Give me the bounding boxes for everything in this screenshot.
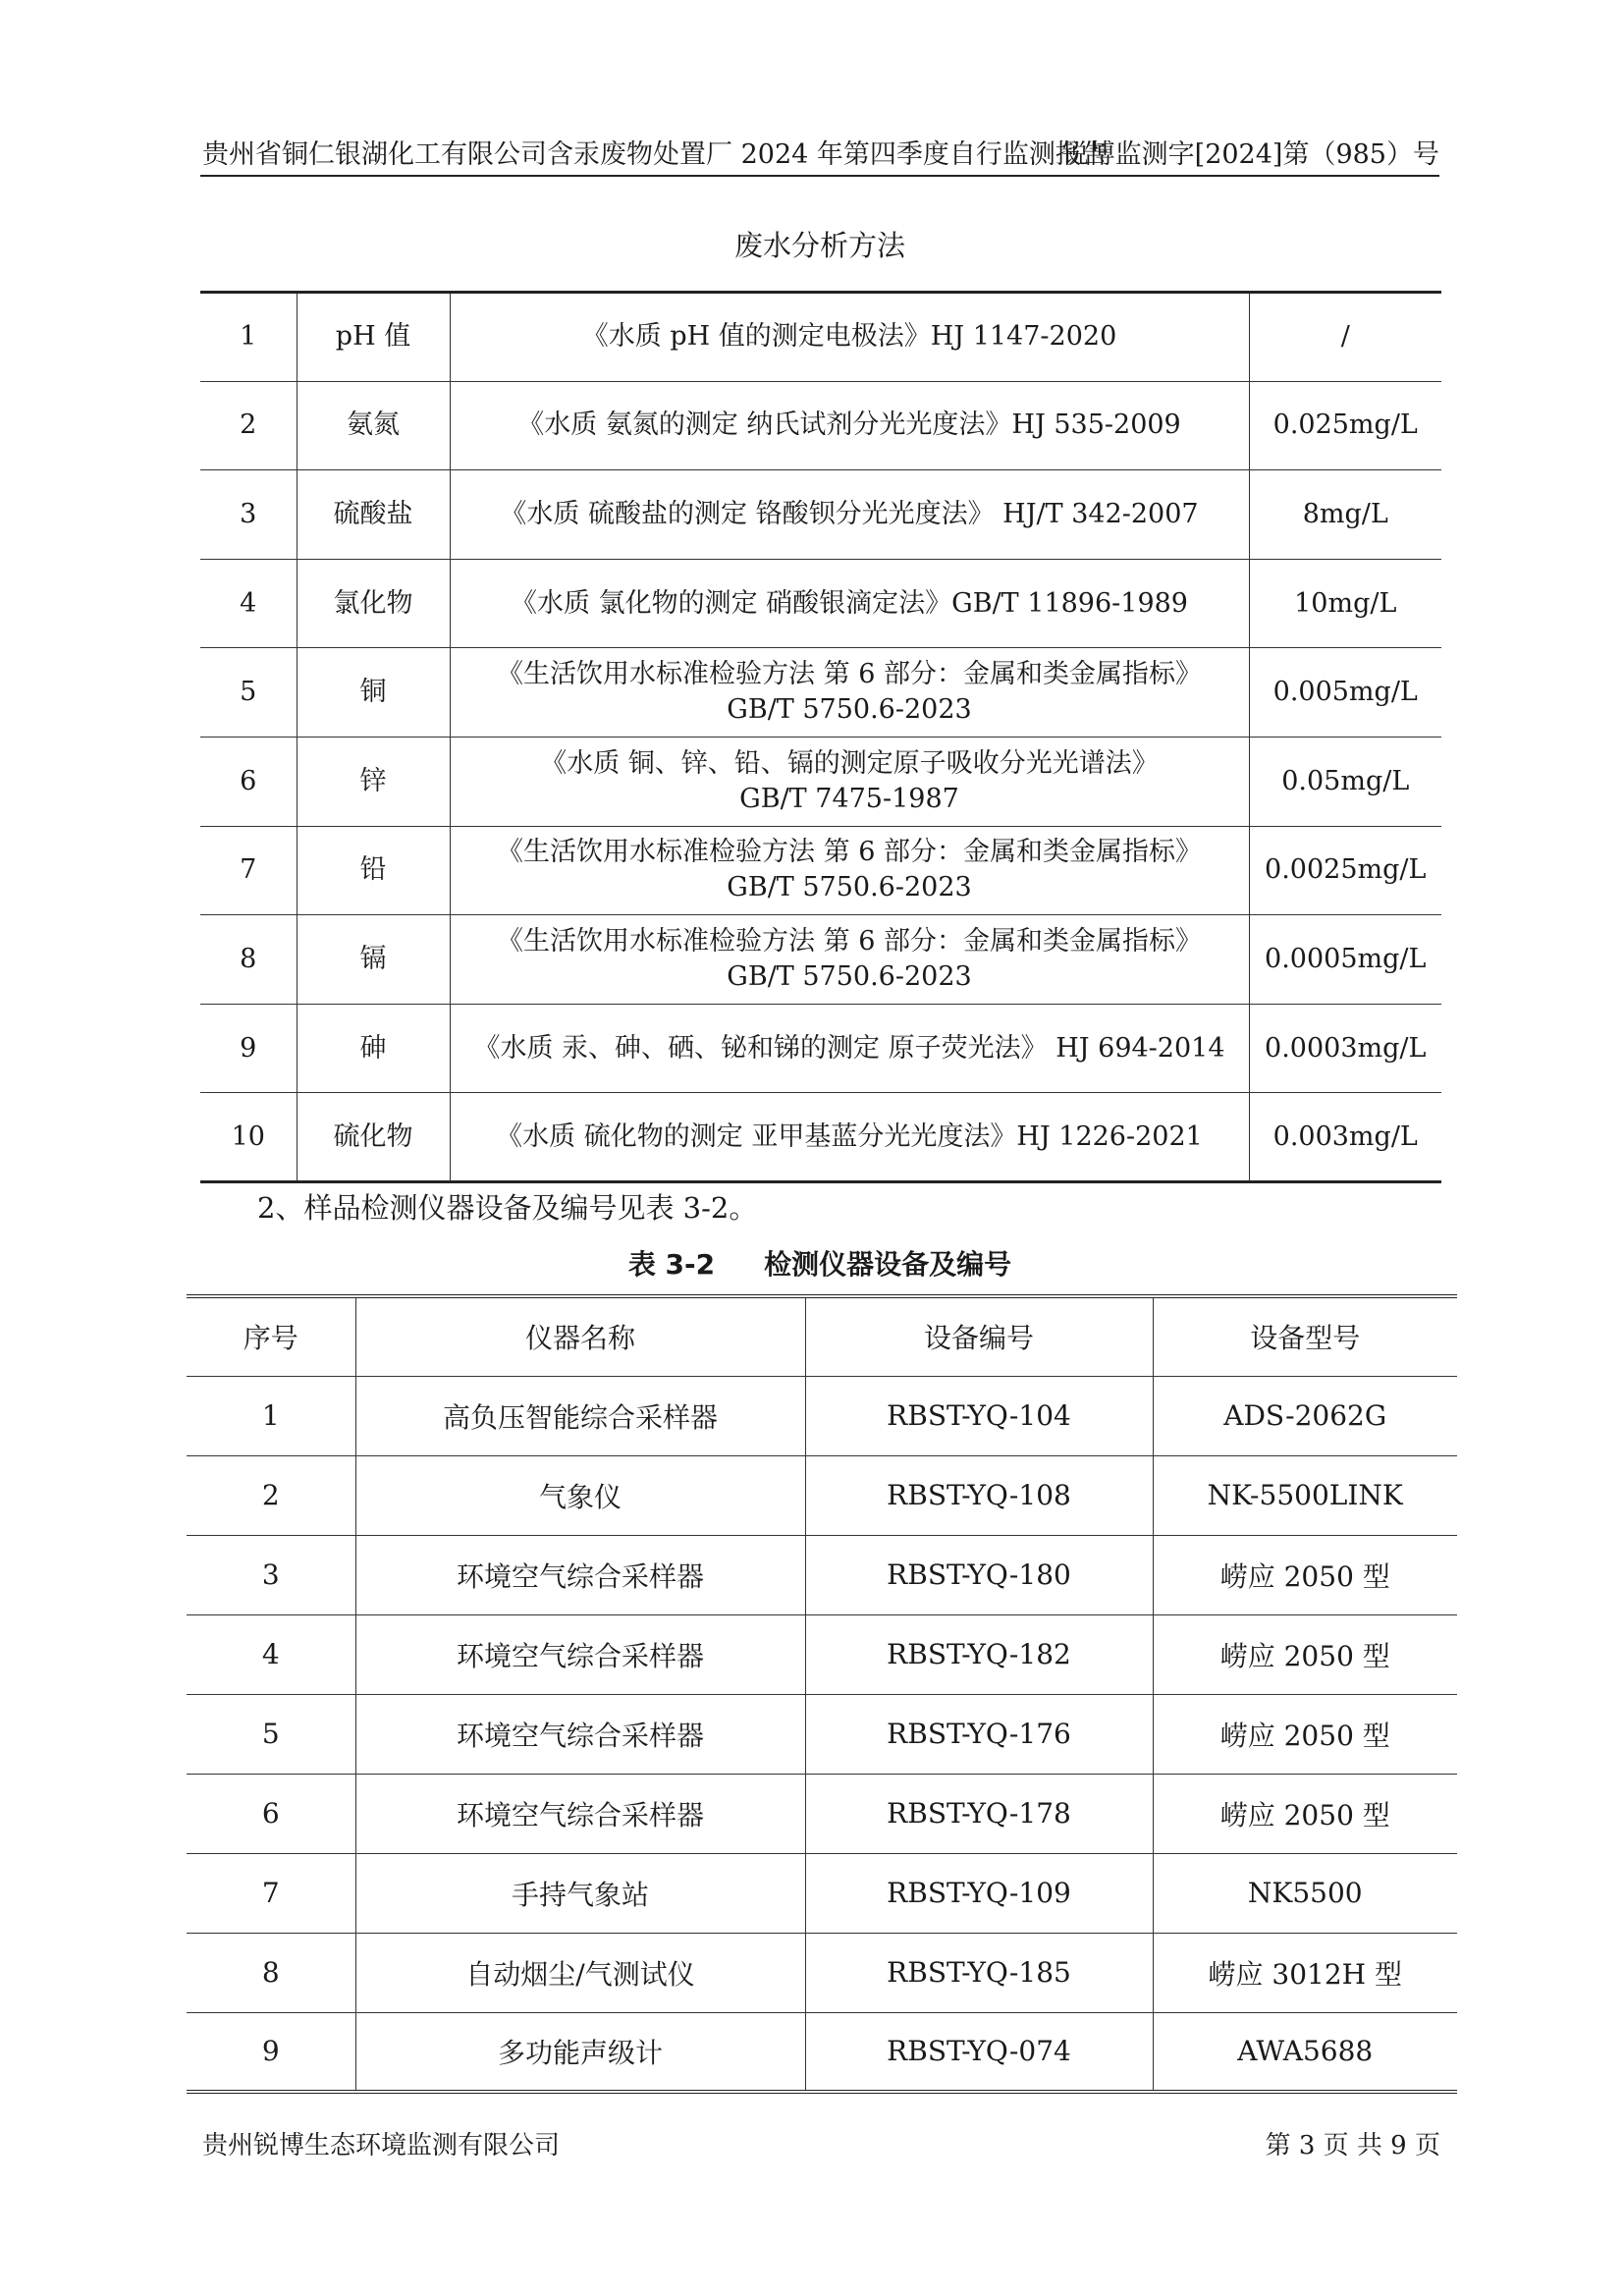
- table-row: [187, 2012, 1457, 2092]
- row-number: 1: [200, 293, 297, 382]
- table-row: [187, 1853, 1457, 1933]
- table-row: [200, 826, 1441, 915]
- analysis-method: [450, 915, 1249, 1005]
- row-number: 8: [187, 1933, 355, 2012]
- table-row: [200, 1004, 1441, 1093]
- analysis-method: [450, 1004, 1249, 1093]
- equipment-model: 崂应 2050 型: [1153, 1614, 1457, 1694]
- detection-limit: 0.0025mg/L: [1249, 826, 1441, 915]
- instrument-table: [187, 1294, 1457, 2094]
- page-header: [200, 136, 1439, 177]
- analysis-item: pH 值: [297, 293, 450, 382]
- instrument-table-caption: [200, 1243, 1439, 1283]
- instrument-name: 自动烟尘/气测试仪: [355, 1933, 805, 2012]
- instrument-name: 环境空气综合采样器: [355, 1614, 805, 1694]
- row-number: 8: [200, 915, 297, 1005]
- detection-limit: 8mg/L: [1249, 470, 1441, 560]
- detection-limit: 0.0005mg/L: [1249, 915, 1441, 1005]
- equipment-id: RBST-YQ-104: [805, 1376, 1153, 1455]
- instrument-name: 气象仪: [355, 1455, 805, 1535]
- equipment-model: 崂应 3012H 型: [1153, 1933, 1457, 2012]
- instrument-name: 手持气象站: [355, 1853, 805, 1933]
- analysis-item: 氨氮: [297, 381, 450, 470]
- equipment-id: RBST-YQ-074: [805, 2012, 1153, 2092]
- method-line: 《生活饮用水标准检验方法 第 6 部分：金属和类金属指标》: [497, 837, 1202, 868]
- method-line: 《水质 pH 值的测定电极法》HJ 1147-2020: [581, 321, 1117, 353]
- analysis-item: 砷: [297, 1004, 450, 1093]
- analysis-method: [450, 470, 1249, 560]
- equipment-id: RBST-YQ-109: [805, 1853, 1153, 1933]
- equipment-id: RBST-YQ-178: [805, 1774, 1153, 1853]
- method-standard: GB/T 5750.6-2023: [727, 960, 972, 992]
- row-number: 2: [187, 1455, 355, 1535]
- detection-limit: /: [1249, 293, 1441, 382]
- analysis-item: 氯化物: [297, 559, 450, 648]
- row-number: 3: [200, 470, 297, 560]
- analysis-method: [450, 737, 1249, 826]
- equipment-model: NK-5500LINK: [1153, 1455, 1457, 1535]
- caption-title: 检测仪器设备及编号: [764, 1248, 1012, 1281]
- analysis-item: 硫酸盐: [297, 470, 450, 560]
- table-header-row: [187, 1296, 1457, 1376]
- report-number: 锐博监测字[2024]第（985）号: [1061, 139, 1439, 170]
- method-standard: GB/T 7475-1987: [739, 783, 959, 814]
- table-row: [187, 1933, 1457, 2012]
- row-number: 9: [200, 1004, 297, 1093]
- table-row: [200, 470, 1441, 560]
- table-row: [187, 1614, 1457, 1694]
- detection-limit: 0.025mg/L: [1249, 381, 1441, 470]
- row-number: 5: [187, 1694, 355, 1774]
- equipment-model: ADS-2062G: [1153, 1376, 1457, 1455]
- analysis-item: 镉: [297, 915, 450, 1005]
- table-row: [200, 381, 1441, 470]
- analysis-method: [450, 381, 1249, 470]
- wastewater-section-title: 废水分析方法: [733, 229, 905, 262]
- header-id: 设备编号: [805, 1296, 1153, 1376]
- method-line: 《生活饮用水标准检验方法 第 6 部分：金属和类金属指标》: [497, 659, 1202, 690]
- equipment-model: 崂应 2050 型: [1153, 1774, 1457, 1853]
- instrument-name: 高负压智能综合采样器: [355, 1376, 805, 1455]
- table-row: [200, 293, 1441, 382]
- detection-limit: 10mg/L: [1249, 559, 1441, 648]
- method-standard: GB/T 5750.6-2023: [727, 694, 972, 726]
- table-row: [187, 1455, 1457, 1535]
- analysis-item: 硫化物: [297, 1093, 450, 1182]
- equipment-model: NK5500: [1153, 1853, 1457, 1933]
- method-line: 《水质 氯化物的测定 硝酸银滴定法》GB/T 11896-1989: [511, 587, 1188, 619]
- equipment-id: RBST-YQ-176: [805, 1694, 1153, 1774]
- method-line: 《水质 硫化物的测定 亚甲基蓝分光光度法》HJ 1226-2021: [496, 1121, 1203, 1152]
- method-standard: GB/T 5750.6-2023: [727, 872, 972, 903]
- row-number: 5: [200, 648, 297, 738]
- detection-limit: 0.003mg/L: [1249, 1093, 1441, 1182]
- analysis-item: 铅: [297, 826, 450, 915]
- report-title: 贵州省铜仁银湖化工有限公司含汞废物处置厂 2024 年第四季度自行监测报告: [202, 139, 1109, 170]
- equipment-id: RBST-YQ-180: [805, 1535, 1153, 1614]
- method-line: 《水质 汞、砷、硒、铋和锑的测定 原子荧光法》 HJ 694-2014: [473, 1032, 1225, 1064]
- method-line: 《水质 氨氮的测定 纳氏试剂分光光度法》HJ 535-2009: [517, 410, 1181, 441]
- detection-limit: 0.005mg/L: [1249, 648, 1441, 738]
- instrument-name: 环境空气综合采样器: [355, 1535, 805, 1614]
- method-line: 《水质 硫酸盐的测定 铬酸钡分光光度法》 HJ/T 342-2007: [500, 498, 1199, 529]
- method-line: 《水质 铜、锌、铅、镉的测定原子吸收分光光谱法》: [540, 747, 1159, 779]
- table-row: [200, 1093, 1441, 1182]
- row-number: 7: [200, 826, 297, 915]
- analysis-method: [450, 293, 1249, 382]
- row-number: 9: [187, 2012, 355, 2092]
- equipment-id: RBST-YQ-182: [805, 1614, 1153, 1694]
- equipment-model: 崂应 2050 型: [1153, 1535, 1457, 1614]
- table-row: [187, 1535, 1457, 1614]
- analysis-item: 锌: [297, 737, 450, 826]
- row-number: 10: [200, 1093, 297, 1182]
- table-row: [200, 559, 1441, 648]
- equipment-id: RBST-YQ-108: [805, 1455, 1153, 1535]
- analysis-method: [450, 559, 1249, 648]
- instrument-note: 2、样品检测仪器设备及编号见表 3-2。: [257, 1191, 758, 1225]
- detection-limit: 0.0003mg/L: [1249, 1004, 1441, 1093]
- header-no: 序号: [187, 1296, 355, 1376]
- instrument-name: 环境空气综合采样器: [355, 1774, 805, 1853]
- instrument-name: 多功能声级计: [355, 2012, 805, 2092]
- equipment-model: AWA5688: [1153, 2012, 1457, 2092]
- page-number: 第 3 页 共 9 页: [1265, 2131, 1440, 2160]
- row-number: 7: [187, 1853, 355, 1933]
- wastewater-methods-table: [200, 291, 1441, 1183]
- header-model: 设备型号: [1153, 1296, 1457, 1376]
- table-row: [200, 915, 1441, 1005]
- table-row: [187, 1376, 1457, 1455]
- row-number: 6: [200, 737, 297, 826]
- table-row: [187, 1774, 1457, 1853]
- table-row: [187, 1694, 1457, 1774]
- method-line: 《生活饮用水标准检验方法 第 6 部分：金属和类金属指标》: [497, 925, 1202, 957]
- header-name: 仪器名称: [355, 1296, 805, 1376]
- analysis-item: 铜: [297, 648, 450, 738]
- equipment-id: RBST-YQ-185: [805, 1933, 1153, 2012]
- footer-company: 贵州锐博生态环境监测有限公司: [202, 2131, 561, 2160]
- row-number: 2: [200, 381, 297, 470]
- caption-number: 表 3-2: [627, 1248, 716, 1281]
- analysis-method: [450, 1093, 1249, 1182]
- table-row: [200, 737, 1441, 826]
- table-row: [200, 648, 1441, 738]
- analysis-method: [450, 648, 1249, 738]
- row-number: 6: [187, 1774, 355, 1853]
- row-number: 4: [187, 1614, 355, 1694]
- detection-limit: 0.05mg/L: [1249, 737, 1441, 826]
- equipment-model: 崂应 2050 型: [1153, 1694, 1457, 1774]
- row-number: 4: [200, 559, 297, 648]
- instrument-name: 环境空气综合采样器: [355, 1694, 805, 1774]
- analysis-method: [450, 826, 1249, 915]
- row-number: 3: [187, 1535, 355, 1614]
- row-number: 1: [187, 1376, 355, 1455]
